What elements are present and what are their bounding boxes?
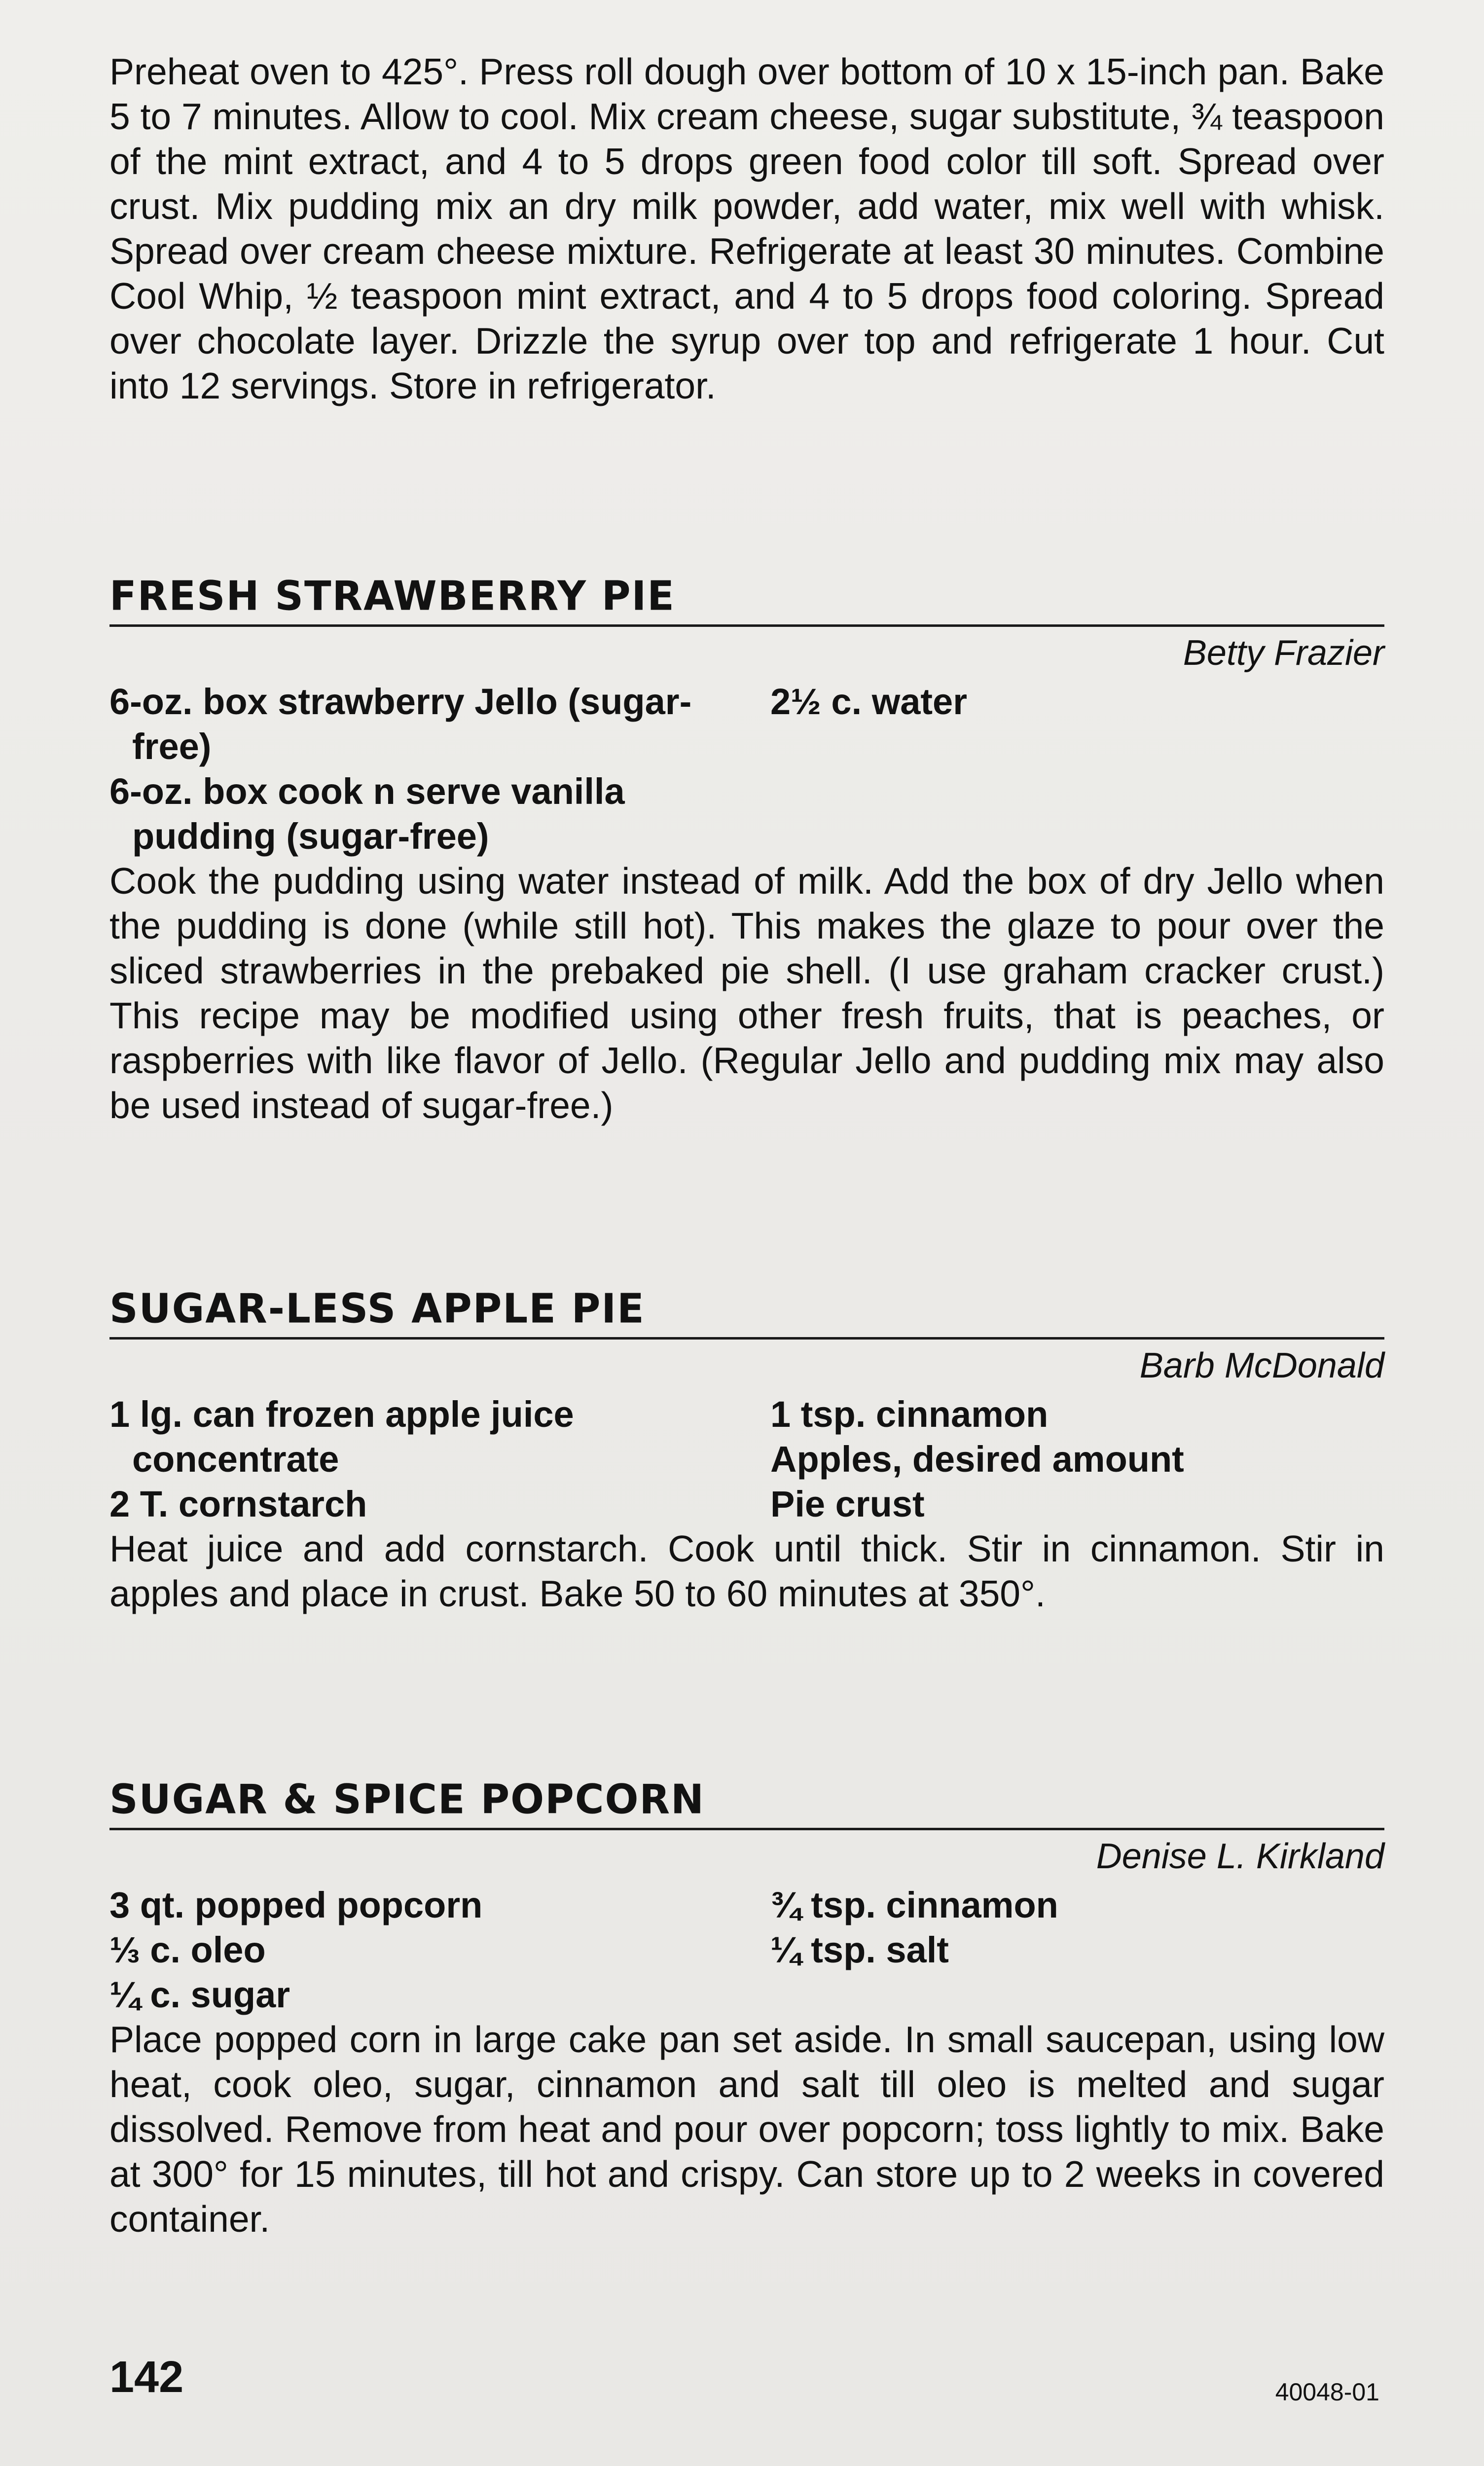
recipe-title: FRESH STRAWBERRY PIE xyxy=(109,573,675,619)
ingredient-item: ¼ c. sugar xyxy=(109,1974,290,2015)
ingredients xyxy=(109,1392,1384,1526)
ingredient-item: 3 qt. popped popcorn xyxy=(109,1885,483,1925)
ingredient-item: ¼ tsp. salt xyxy=(770,1929,949,1970)
recipe-author: Betty Frazier xyxy=(1183,633,1384,673)
ingredient-item: 6-oz. box cook n serve vanilla pudding (sugar-free) xyxy=(109,771,625,857)
page-number: 142 xyxy=(109,2353,184,2402)
recipe-directions: Heat juice and add cornstarch. Cook until thick. Stir in cinnamon. Stir in apples and place in crust. Bake 50 to 60 minutes at 350°. xyxy=(109,1528,1384,1614)
recipe-author: Denise L. Kirkland xyxy=(1096,1837,1384,1876)
print-code: 40048-01 xyxy=(1275,2378,1379,2406)
intro-directions: Preheat oven to 425°. Press roll dough over bottom of 10 x 15-inch pan. Bake 5 to 7 minutes. Allow to cool. Mix cream cheese, sugar substitute, ¾ teaspoon of the mint extract, and 4 to 5 drops green food color till soft. Spread over crust. Mix pudding mix an dry milk powder, add water, mix well with whisk. Spread over cream cheese mixture. Refrigerate at least 30 minutes. Combine Cool Whip, ½ teaspoon mint extract, and 4 to 5 drops food coloring. Spread over chocolate layer. Drizzle the syrup over top and refrigerate 1 hour. Cut into 12 servings. Store in refrigerator. xyxy=(109,51,1384,406)
title-rule xyxy=(109,1337,1384,1340)
ingredient-item: 1 lg. can frozen apple juice concentrate xyxy=(109,1394,574,1480)
recipe-author: Barb McDonald xyxy=(1139,1346,1384,1385)
ingredients xyxy=(109,1883,1384,2017)
recipe-title: SUGAR & SPICE POPCORN xyxy=(109,1776,705,1823)
recipe-directions: Cook the pudding using water instead of milk. Add the box of dry Jello when the pudding is done (while still hot). This makes the glaze to pour over the sliced strawberries in the prebaked pie shell. (I use graham cracker crust.) This recipe may be modified using other fresh fruits, that is peaches, or raspberries with like flavor of Jello. (Regular Jello and pudding mix may also be used instead of sugar-free.) xyxy=(109,860,1384,1126)
ingredient-item: ¾ tsp. cinnamon xyxy=(770,1885,1058,1925)
recipe-title: SUGAR-LESS APPLE PIE xyxy=(109,1285,645,1332)
title-rule xyxy=(109,624,1384,627)
ingredients-right-column xyxy=(770,1883,1384,2017)
ingredient-item: 2 T. cornstarch xyxy=(109,1484,367,1524)
ingredients-right-column xyxy=(770,679,1384,859)
recipe-fresh-strawberry-pie xyxy=(109,572,1384,1128)
ingredients-right-column xyxy=(770,1392,1384,1526)
recipe-sugar-and-spice-popcorn xyxy=(109,1776,1384,2242)
ingredients xyxy=(109,679,1384,859)
ingredient-item: Pie crust xyxy=(770,1484,925,1524)
intro-section xyxy=(109,49,1384,408)
ingredient-item: 2½ c. water xyxy=(770,681,968,722)
ingredient-item: 6-oz. box strawberry Jello (sugar-free) xyxy=(109,681,692,767)
ingredient-item: 1 tsp. cinnamon xyxy=(770,1394,1049,1435)
ingredient-item: ⅓ c. oleo xyxy=(109,1929,266,1970)
recipe-sugar-less-apple-pie xyxy=(109,1285,1384,1616)
ingredients-left-column xyxy=(109,679,770,859)
ingredient-item: Apples, desired amount xyxy=(770,1439,1184,1480)
ingredients-left-column xyxy=(109,1883,770,2017)
ingredients-left-column xyxy=(109,1392,770,1526)
recipe-directions: Place popped corn in large cake pan set aside. In small saucepan, using low heat, cook oleo, sugar, cinnamon and salt till oleo is melted and sugar dissolved. Remove from heat and pour over popcorn; toss lightly to mix. Bake at 300° for 15 minutes, till hot and crispy. Can store up to 2 weeks in covered container. xyxy=(109,2019,1384,2240)
title-rule xyxy=(109,1828,1384,1830)
